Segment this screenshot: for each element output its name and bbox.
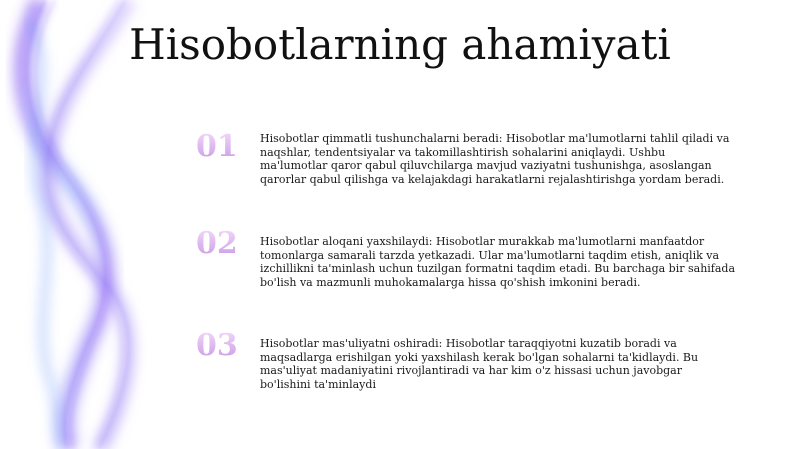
item-text: Hisobotlar mas'uliyatni oshiradi: Hisobotlar taraqqiyotni kuzatib boradi va maqsadlarga erishilgan yoki yaxshilash kerak bo'lgan sohalarni ta'kidlaydi. Bu mas'uliyat madaniyatini rivojlantiradi va har kim o'z hissasi uchun javobgar bo'lishini ta'minlaydi — [260, 337, 699, 391]
item-number: 02 — [196, 229, 252, 259]
item-number: 01 — [196, 132, 252, 162]
item-text: Hisobotlar qimmatli tushunchalarni beradi: Hisobotlar ma'lumotlarni tahlil qiladi va naqshlar, tendentsiyalar va takomillashtirish sohalarini aniqlaydi. Ushbu ma'lumotlar qaror qabul qiluvchilarga mavjud vaziyatni tushunishga, asoslangan qarorlar qabul qilishga va kelajakdagi harakatlarni rejalashtirishga yordam beradi. — [260, 132, 730, 186]
item-text: Hisobotlar aloqani yaxshilaydi: Hisobotlar murakkab ma'lumotlarni manfaatdor tomonlarga samarali tarzda yetkazadi. Ular ma'lumotlarni taqdim etish, aniqlik va izchillikni ta'minlash uchun tuzilgan formatni taqdim etadi. Bu barchaga bir sahifada bo'lish va mazmunli muhokamalarga hissa qo'shish imkonini beradi. — [260, 235, 736, 289]
page-title: Hisobotlarning ahamiyati — [129, 20, 671, 69]
item-number: 03 — [196, 331, 252, 361]
